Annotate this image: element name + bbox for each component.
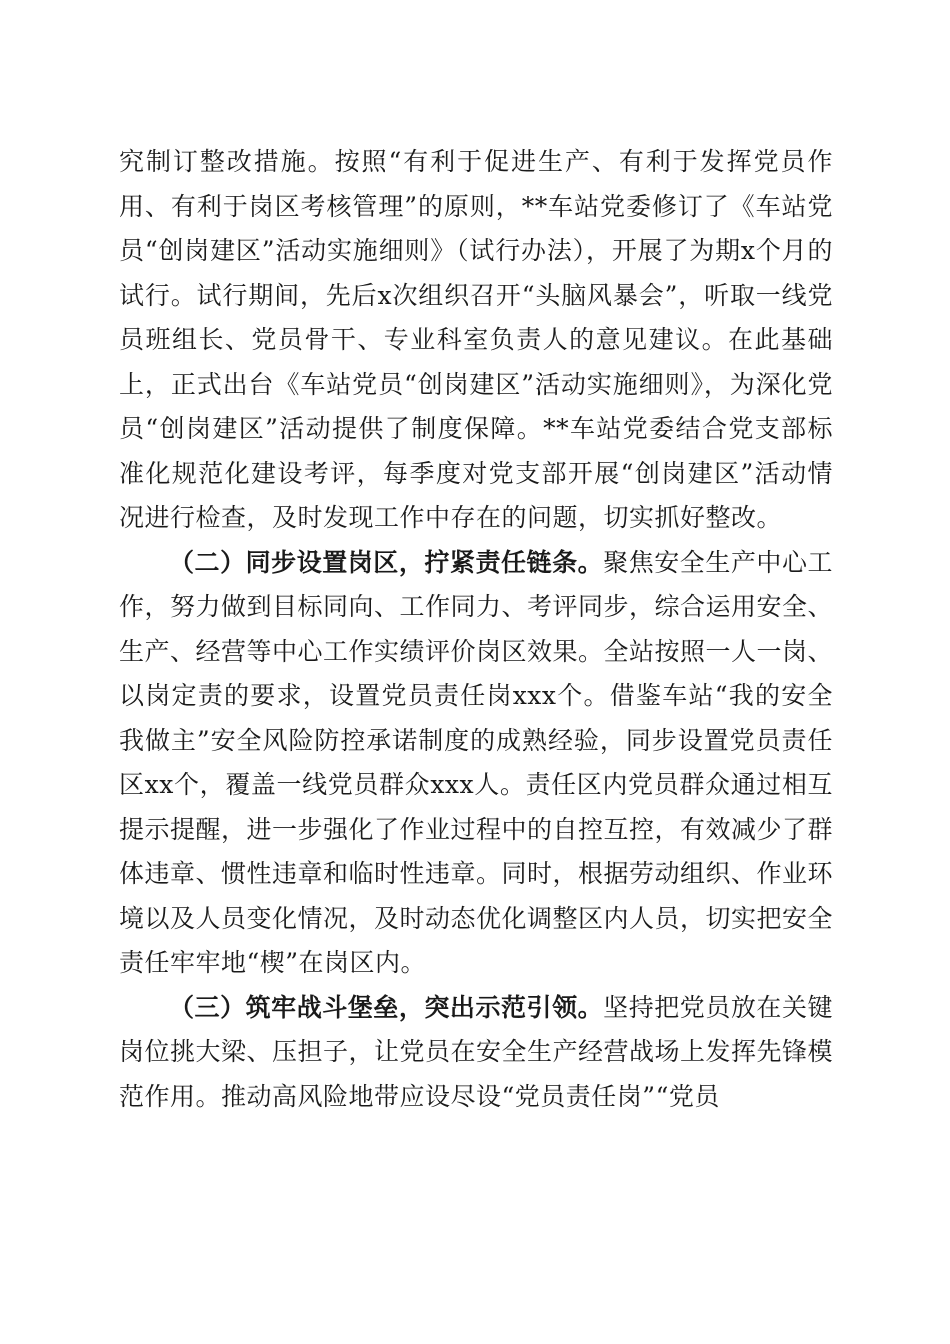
- paragraph-2-text: 聚焦安全生产中心工作，努力做到目标同向、工作同力、考评同步，综合运用安全、生产、经营等中心工作实绩评价岗区效果。全站按照一人一岗、以岗定责的要求，设置党员责任岗xxx个。借鉴车站“我的安全我做主”安全风险防控承诺制度的成熟经验，同步设置党员责任区xx个，覆盖一线党员群众xxx人。责任区内党员群众通过相互提示提醒，进一步强化了作业过程中的自控互控，有效减少了群体违章、惯性违章和临时性违章。同时，根据劳动组织、作业环境以及人员变化情况，及时动态优化调整区内人员，切实把安全责任牢牢地“楔”在岗区内。: [119, 547, 834, 977]
- paragraph-3: [119, 986, 833, 1120]
- paragraph-2-heading: （二）同步设置岗区，拧紧责任链条。: [169, 547, 604, 577]
- paragraph-3-text: 坚持把党员放在关键岗位挑大梁、压担子，让党员在安全生产经营战场上发挥先锋模范作用。推动高风险地带应设尽设“党员责任岗”“党员: [119, 992, 834, 1111]
- paragraph-1-text: 究制订整改措施。按照“有利于促进生产、有利于发挥党员作用、有利于岗区考核管理”的原则，**车站党委修订了《车站党员“创岗建区”活动实施细则》（试行办法），开展了为期x个月的试行。试行期间，先后x次组织召开“头脑风暴会”，听取一线党员班组长、党员骨干、专业科室负责人的意见建议。在此基础上，正式出台《车站党员“创岗建区”活动实施细则》，为深化党员“创岗建区”活动提供了制度保障。**车站党委结合党支部标准化规范化建设考评，每季度对党支部开展“创岗建区”活动情况进行检查，及时发现工作中存在的问题，切实抓好整改。: [119, 147, 833, 532]
- paragraph-2: [119, 541, 833, 986]
- paragraph-1: [119, 140, 833, 541]
- paragraph-3-heading: （三）筑牢战斗堡垒，突出示范引领。: [169, 992, 604, 1022]
- document-body: [119, 140, 833, 1119]
